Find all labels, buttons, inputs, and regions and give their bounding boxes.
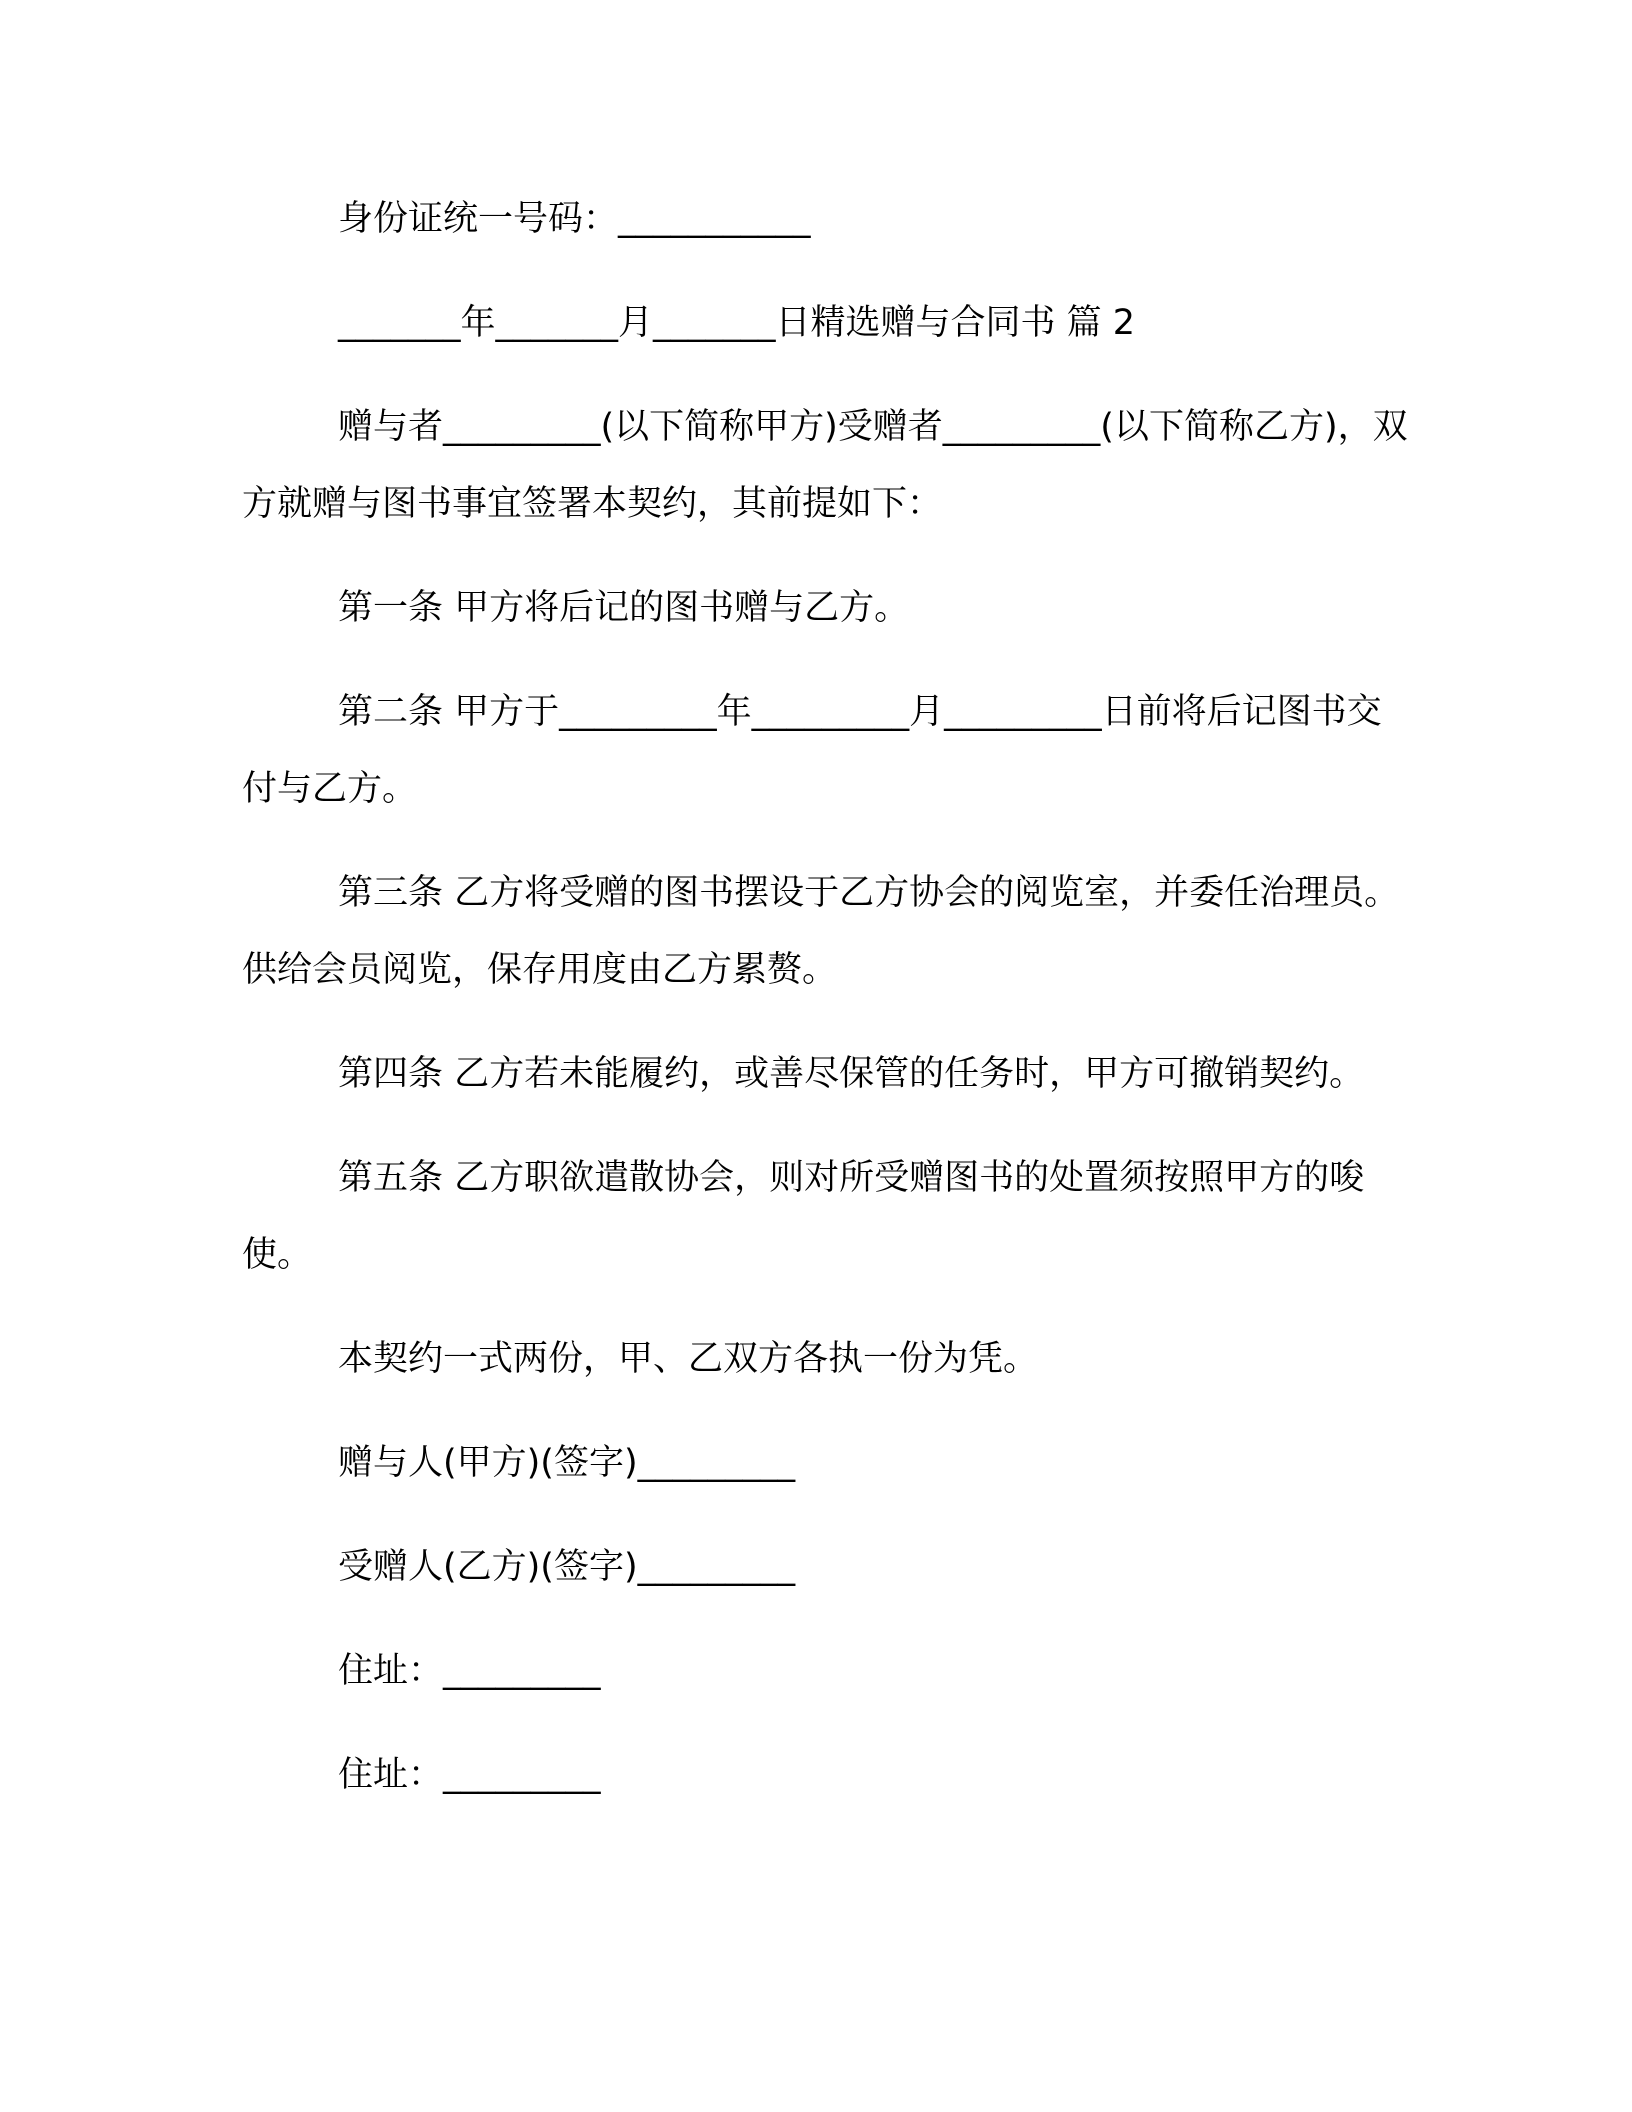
address-line-2: 住址：_________ bbox=[338, 1755, 601, 1795]
address-line-1: 住址：_________ bbox=[338, 1651, 601, 1691]
article-3: 第三条 乙方将受赠的图书摆设于乙方协会的阅览室，并委任治理员。供给会员阅览，保存用度由乙方累赘。 bbox=[242, 873, 1400, 990]
article-2: 第二条 甲方于_________年_________月_________日前将后记图书交付与乙方。 bbox=[242, 692, 1382, 809]
copies-clause: 本契约一式两份，甲、乙双方各执一份为凭。 bbox=[338, 1339, 1039, 1379]
parties-paragraph: 赠与者_________(以下简称甲方)受赠者_________(以下简称乙方)，双方就赠与图书事宜签署本契约，其前提如下： bbox=[242, 407, 1408, 524]
article-4: 第四条 乙方若未能履约，或善尽保管的任务时，甲方可撤销契约。 bbox=[338, 1054, 1365, 1094]
donor-signature-line: 赠与人(甲方)(签字)_________ bbox=[338, 1443, 796, 1483]
article-5: 第五条 乙方职欲遣散协会，则对所受赠图书的处置须按照甲方的唆使。 bbox=[242, 1158, 1365, 1275]
id-number-line: 身份证统一号码：___________ bbox=[338, 199, 811, 239]
document-page bbox=[242, 181, 1412, 1841]
article-1: 第一条 甲方将后记的图书赠与乙方。 bbox=[338, 588, 910, 628]
donee-signature-line: 受赠人(乙方)(签字)_________ bbox=[338, 1547, 796, 1587]
date-title-line: _______年_______月_______日精选赠与合同书 篇 2 bbox=[338, 303, 1136, 343]
